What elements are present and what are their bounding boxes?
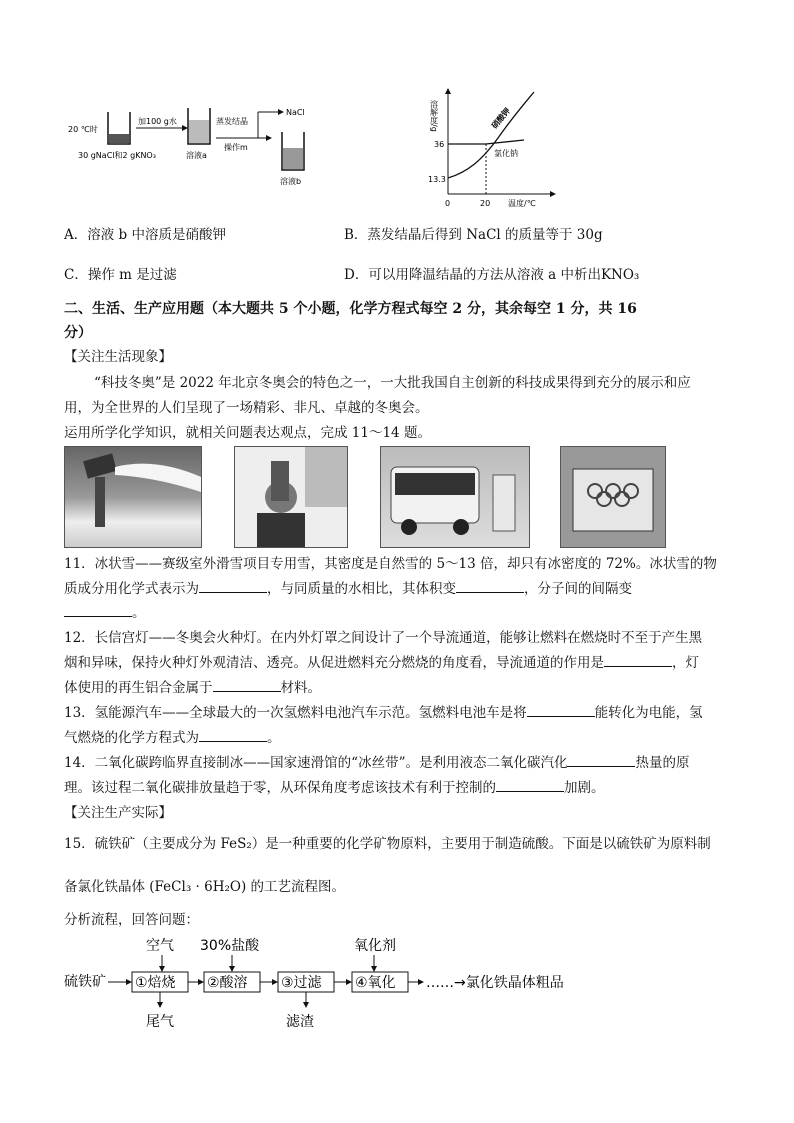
q14-line1: [64, 754, 689, 772]
q11-line2: [64, 580, 632, 598]
q11-blank-2[interactable]: [456, 580, 524, 593]
curve-label-kno3: 硝酸钾: [489, 106, 513, 131]
q12-line1: 12．长信宫灯——冬奥会火种灯。在内外灯罩之间设计了一个导流通道，能够让燃料在燃烧时不至于产生黑: [64, 630, 703, 646]
q13-text-c: 气燃烧的化学方程式为: [64, 730, 199, 746]
q13-blank-2[interactable]: [199, 729, 267, 742]
solution-a-label: 溶液a: [186, 151, 207, 160]
q13-line2: [64, 729, 281, 747]
q12-text-c: 体使用的再生铝合金属于: [64, 680, 213, 696]
x-axis-label: 温度/℃: [508, 199, 536, 208]
flow-tail-gas: 尾气: [146, 1014, 174, 1030]
beaker-2-icon: [188, 108, 210, 144]
lab-diagram: [64, 98, 354, 194]
q13-line1: [64, 704, 703, 722]
q13-text-d: 。: [267, 730, 281, 746]
beaker-3-icon: [282, 132, 304, 170]
flow-product: ……→氯化铁晶体粗品: [426, 975, 564, 991]
flow-step4: ④氧化: [355, 975, 396, 991]
q14-text-c: 理。该过程二氧化碳排放量趋于零，从环保角度考虑该技术有利于控制的: [64, 780, 496, 796]
q12-text-b: ，灯: [672, 655, 699, 671]
tick-13-3: 13.3: [428, 175, 446, 184]
process-flow: [64, 932, 624, 1032]
option-a[interactable]: A．溶液 b 中溶质是硝酸钾: [64, 227, 226, 243]
photo-torch-lamp: [234, 446, 348, 548]
start-label: 20 ℃时: [68, 125, 98, 134]
operation-m-label: 操作m: [224, 143, 248, 152]
q12-text-a: 烟和异味，保持火种灯外观清洁、透亮。从促进燃料充分燃烧的角度看，导流通道的作用是: [64, 655, 604, 671]
flow-acid: 30%盐酸: [200, 938, 260, 954]
kno3-curve: [448, 92, 534, 178]
q11-text-a: 质成分用化学式表示为: [64, 581, 199, 597]
q12-line2: [64, 654, 699, 672]
flow-step3: ③过滤: [281, 975, 322, 991]
solution-b-label: 溶液b: [280, 177, 302, 186]
section-title-line1: 二、生活、生产应用题（本大题共 5 个小题，化学方程式每空 2 分，其余每空 1 分，共 16: [64, 301, 637, 317]
beaker-1-icon: [108, 112, 130, 144]
evap-label: 蒸发结晶: [216, 117, 248, 126]
q14-text-a: 14．二氧化碳跨临界直接制冰——国家速滑馆的“冰丝带”。是利用液态二氧化碳汽化: [64, 755, 568, 771]
curve-label-nacl: 氯化钠: [494, 149, 518, 158]
flow-oxidant: 氧化剂: [354, 938, 396, 954]
tick-36: 36: [434, 140, 445, 149]
q15-line1: 15．硫铁矿（主要成分为 FeS₂）是一种重要的化学矿物原料，主要用于制造硫酸。下面是以硫铁矿为原料制: [64, 836, 711, 852]
process-flow-svg: [64, 932, 624, 1032]
y-axis-label: 溶解度/g: [429, 100, 439, 132]
option-b[interactable]: B．蒸发结晶后得到 NaCl 的质量等于 30g: [344, 227, 603, 243]
tick-20: 20: [480, 199, 491, 208]
instruction: 运用所学化学知识，就相关问题表达观点，完成 11～14 题。: [64, 425, 431, 441]
q11-line3: [64, 604, 146, 622]
flow-raw: 硫铁矿: [64, 974, 106, 990]
q13-text-b: 能转化为电能，氢: [594, 705, 703, 721]
flow-step2: ②酸溶: [207, 975, 248, 991]
intro-line1: “科技冬奥”是 2022 年北京冬奥会的特色之一，一大批我国自主创新的科技成果得到充分的展示和应: [94, 375, 691, 391]
q15-line2: 备氯化铁晶体 (FeCl₃ · 6H₂O) 的工艺流程图。: [64, 879, 346, 895]
q14-text-b: 热量的原: [635, 755, 690, 771]
q12-blank-2[interactable]: [213, 679, 281, 692]
intro-line2: 用，为全世界的人们呈现了一场精彩、非凡、卓越的冬奥会。: [64, 400, 429, 416]
q11-blank-3[interactable]: [64, 604, 132, 617]
tick-0: 0: [445, 199, 451, 208]
q12-blank-1[interactable]: [604, 654, 672, 667]
q11-text-c: ，分子间的间隔变: [524, 581, 632, 597]
q12-line3: [64, 679, 321, 697]
flow-residue: 滤渣: [286, 1014, 314, 1030]
topic-life: 【关注生活现象】: [64, 349, 172, 365]
solubility-chart: [424, 86, 564, 212]
lab-diagram-svg: [64, 98, 354, 194]
option-c[interactable]: C．操作 m 是过滤: [64, 267, 177, 283]
q14-text-d: 加剧。: [564, 780, 605, 796]
nacl-curve: [448, 140, 524, 144]
add-water-label: 加100 g水: [138, 117, 177, 126]
q13-text-a: 13．氢能源汽车——全球最大的一次氢燃料电池汽车示范。氢燃料电池车是将: [64, 705, 527, 721]
start-content: 30 gNaCl和2 gKNO₃: [78, 151, 156, 160]
q14-blank-2[interactable]: [496, 779, 564, 792]
q14-blank-1[interactable]: [567, 754, 635, 767]
q15-line3: 分析流程，回答问题：: [64, 912, 199, 928]
nacl-product-label: NaCl: [286, 108, 305, 117]
q14-line2: [64, 779, 605, 797]
topic-production: 【关注生产实际】: [64, 805, 172, 821]
option-d[interactable]: D．可以用降温结晶的方法从溶液 a 中析出KNO₃: [344, 267, 640, 283]
q11-text-end: 。: [132, 605, 146, 621]
section-title-line2: 分）: [64, 325, 92, 341]
q11-text-b: ，与同质量的水相比，其体积变: [267, 581, 456, 597]
flow-step1: ①焙烧: [135, 975, 176, 991]
photo-ice-resurfacer: [560, 446, 666, 548]
q11-blank-1[interactable]: [199, 580, 267, 593]
q12-text-d: 材料。: [280, 680, 321, 696]
flow-air: 空气: [146, 938, 174, 954]
q11-line1: 11．冰状雪——赛级室外滑雪项目专用雪，其密度是自然雪的 5～13 倍，却只有冰密度的 72%。冰状雪的物: [64, 556, 717, 572]
photo-hydrogen-bus: [380, 446, 530, 548]
q13-blank-1[interactable]: [527, 704, 595, 717]
solubility-chart-svg: [424, 86, 564, 212]
photo-snow-gun: [64, 446, 202, 548]
